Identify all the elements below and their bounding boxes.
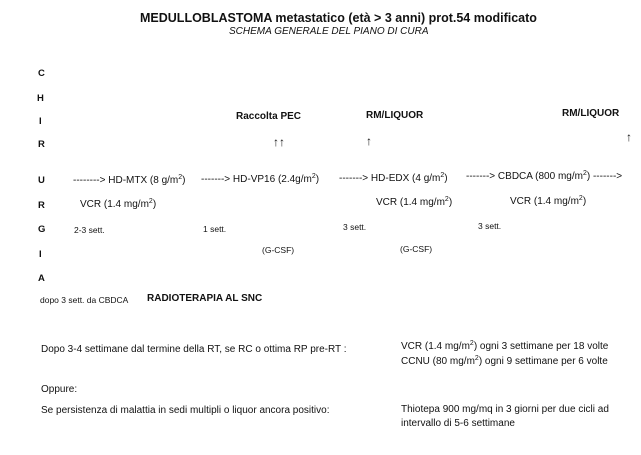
chirurgia-letter-i: I [39, 116, 42, 127]
duration-1: 2-3 sett. [74, 225, 105, 235]
chirurgia-letter-r: R [38, 139, 45, 150]
arrow-up-icon: ↑ [366, 134, 372, 148]
maintenance-vcr: VCR (1.4 $mg/m^2$) ogni 3 settimane per 18 volte [401, 340, 609, 352]
persistence-condition: Se persistenza di malattia in sedi multipli o liquor ancora positivo: [41, 405, 330, 416]
duration-3: 3 sett. [343, 222, 367, 232]
document-subtitle: SCHEMA GENERALE DEL PIANO DI CURA [229, 26, 429, 37]
persistence-therapy-line2: intervallo di 5-6 settimane [401, 418, 515, 429]
raccolta-pec-label: Raccolta PEC [236, 111, 302, 122]
gcsf-label-1: (G-CSF) [262, 245, 295, 255]
flow-step-cbdca: -------> CBDCA (800 $mg/m^2$) -------> [466, 170, 623, 182]
arrow-up-icon-2: ↑ [626, 130, 632, 144]
chirurgia-letter-g: G [38, 224, 46, 235]
vcr-dose-2: VCR (1.4 $mg/m^2$) [376, 196, 453, 208]
rm-liquor-label-1: RM/LIQUOR [366, 110, 424, 121]
maintenance-ccnu: CCNU (80 $mg/m^2$) ogni 9 settimane per 6 volte [401, 355, 608, 367]
gcsf-label-2: (G-CSF) [400, 244, 433, 254]
arrow-up-double-icon: ↑↑ [273, 135, 285, 149]
duration-4: 3 sett. [478, 221, 502, 231]
chirurgia-letter-u: U [38, 175, 45, 186]
radiotherapy-prefix: dopo 3 sett. da CBDCA [40, 295, 129, 305]
persistence-therapy-line1: Thiotepa 900 mg/mq in 3 giorni per due cicli ad [401, 404, 609, 415]
vcr-dose-3: VCR (1.4 $mg/m^2$) [510, 195, 587, 207]
flow-step-hd-edx: -------> HD-EDX (4 $g/m^2$) [339, 172, 448, 184]
chirurgia-letter-i2: I [39, 249, 42, 260]
chirurgia-letter-r2: R [38, 200, 45, 211]
document-title: MEDULLOBLASTOMA metastatico (età > 3 anni) prot.54 modificato [140, 11, 537, 25]
chirurgia-letter-a: A [38, 273, 45, 284]
oppure-label: Oppure: [41, 384, 78, 395]
chirurgia-letter-h: H [37, 93, 44, 104]
maintenance-condition: Dopo 3-4 settimane dal termine della RT, se RC o ottima RP pre-RT : [41, 344, 347, 355]
flow-step-hd-vp16: -------> HD-VP16 $(2.4g/m^2)$ [201, 173, 320, 185]
chirurgia-letter-c: C [38, 68, 45, 79]
vcr-dose-1: VCR (1.4 $mg/m^2$) [80, 198, 157, 210]
flow-step-hd-mtx: --------> HD-MTX (8 $g/m^2$) [73, 174, 186, 186]
rm-liquor-label-2: RM/LIQUOR [562, 108, 620, 119]
duration-2: 1 sett. [203, 224, 227, 234]
radiotherapy-label: RADIOTERAPIA AL SNC [147, 293, 263, 304]
